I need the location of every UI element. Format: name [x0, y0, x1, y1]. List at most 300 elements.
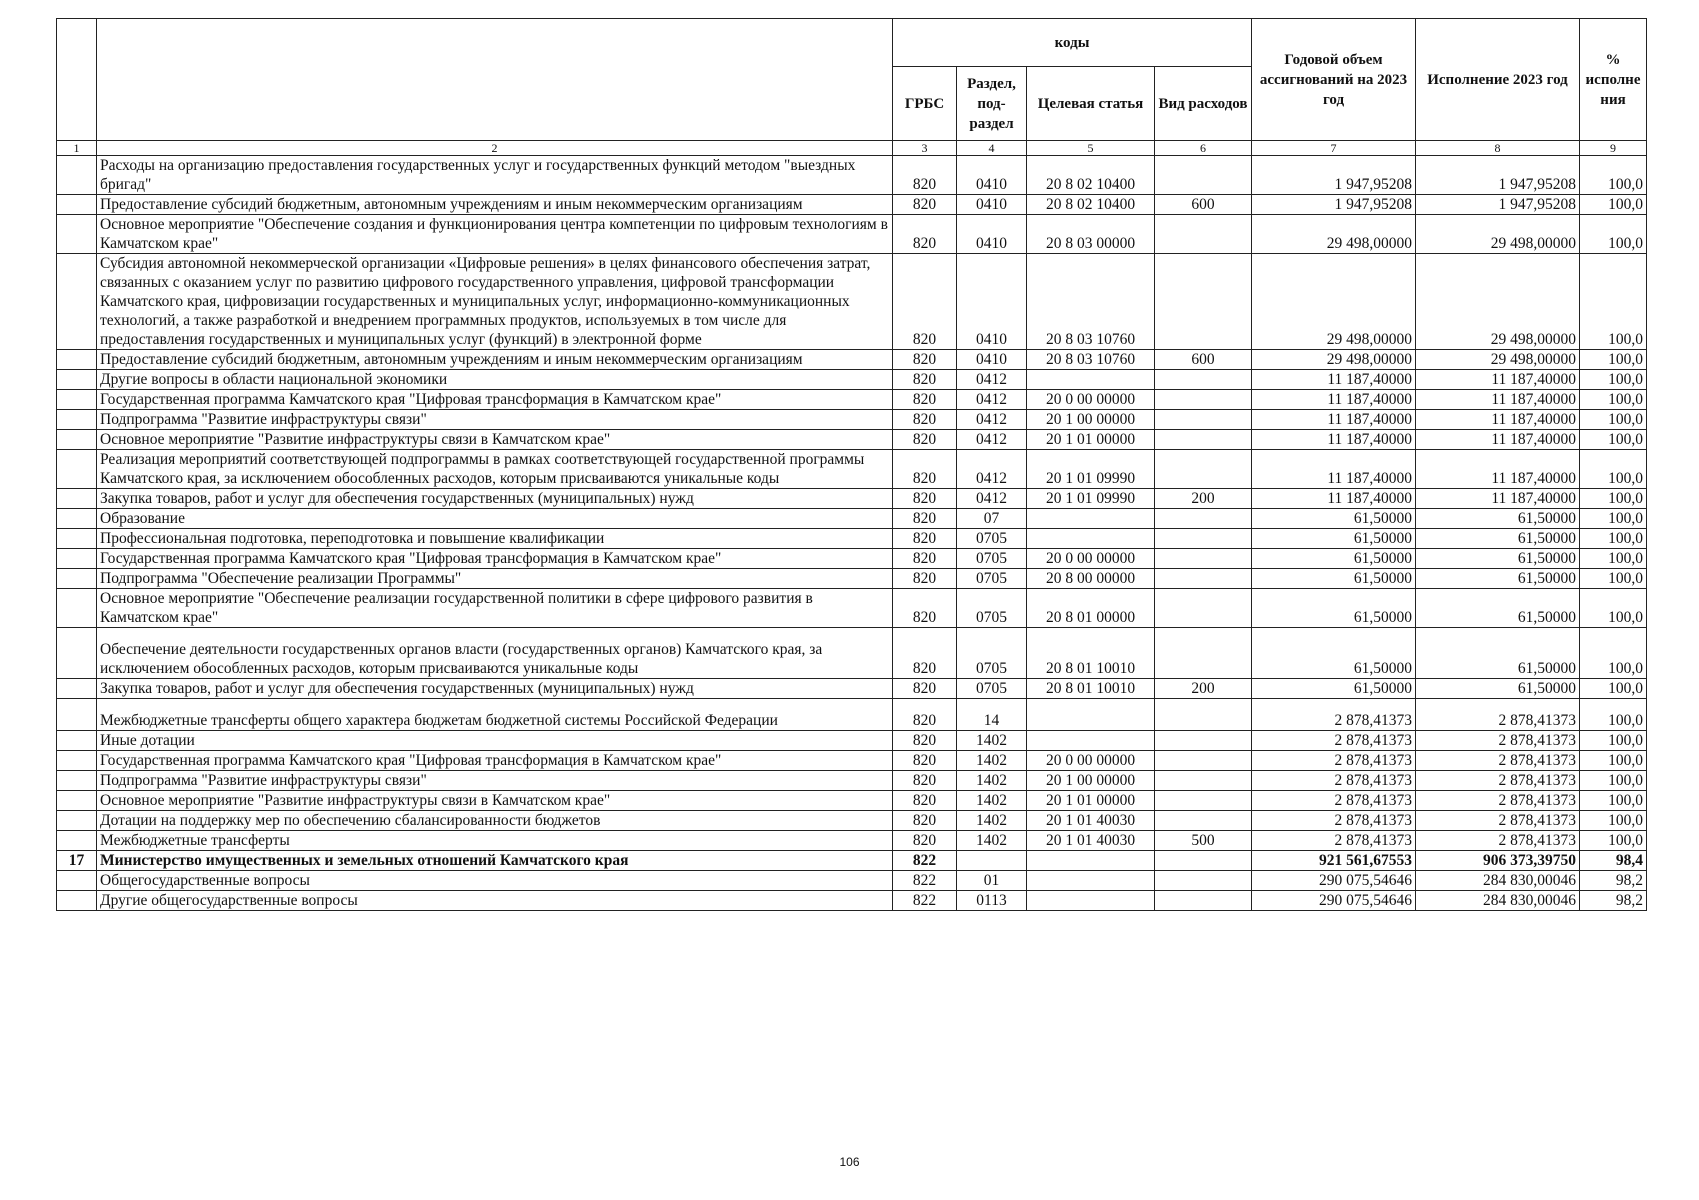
row-fact: 61,50000 — [1416, 589, 1580, 628]
row-name: Министерство имущественных и земельных отношений Камчатского края — [97, 851, 893, 871]
row-grbs: 820 — [893, 791, 957, 811]
table-row — [57, 390, 1647, 410]
row-razdel: 0410 — [957, 215, 1027, 254]
row-tselevaya: 20 8 03 00000 — [1027, 215, 1155, 254]
row-name: Расходы на организацию предоставления государственных услуг и государственных функций методом "выездных бригад" — [97, 156, 893, 195]
table-row — [57, 628, 1647, 679]
row-plan: 290 075,54646 — [1252, 871, 1416, 891]
row-tselevaya: 20 8 01 10010 — [1027, 628, 1155, 679]
row-vid — [1155, 811, 1252, 831]
row-grbs: 820 — [893, 751, 957, 771]
row-vid: 600 — [1155, 350, 1252, 370]
row-number — [57, 871, 97, 891]
row-grbs: 820 — [893, 156, 957, 195]
row-plan: 29 498,00000 — [1252, 215, 1416, 254]
table-row — [57, 450, 1647, 489]
row-number — [57, 771, 97, 791]
row-tselevaya: 20 0 00 00000 — [1027, 751, 1155, 771]
row-number — [57, 731, 97, 751]
row-tselevaya: 20 1 01 40030 — [1027, 811, 1155, 831]
row-plan: 61,50000 — [1252, 529, 1416, 549]
row-fact: 29 498,00000 — [1416, 350, 1580, 370]
row-number — [57, 679, 97, 699]
row-plan: 11 187,40000 — [1252, 370, 1416, 390]
row-pct: 100,0 — [1580, 350, 1647, 370]
row-grbs: 820 — [893, 679, 957, 699]
col-number: 6 — [1155, 141, 1252, 156]
row-number — [57, 254, 97, 350]
row-pct: 100,0 — [1580, 370, 1647, 390]
row-number — [57, 509, 97, 529]
col-number: 9 — [1580, 141, 1647, 156]
row-fact: 11 187,40000 — [1416, 390, 1580, 410]
row-grbs: 820 — [893, 699, 957, 731]
table-row — [57, 679, 1647, 699]
row-plan: 2 878,41373 — [1252, 699, 1416, 731]
table-row — [57, 370, 1647, 390]
row-pct: 100,0 — [1580, 254, 1647, 350]
row-grbs: 820 — [893, 628, 957, 679]
row-tselevaya — [1027, 871, 1155, 891]
row-razdel: 0705 — [957, 589, 1027, 628]
table-row — [57, 215, 1647, 254]
row-pct: 100,0 — [1580, 156, 1647, 195]
row-razdel: 07 — [957, 509, 1027, 529]
row-plan: 11 187,40000 — [1252, 450, 1416, 489]
table-row — [57, 254, 1647, 350]
row-name: Образование — [97, 509, 893, 529]
row-pct: 100,0 — [1580, 791, 1647, 811]
row-name: Государственная программа Камчатского края "Цифровая трансформация в Камчатском крае" — [97, 390, 893, 410]
row-vid — [1155, 549, 1252, 569]
table-row — [57, 731, 1647, 751]
header-vid: Вид расходов — [1155, 67, 1252, 141]
row-vid — [1155, 771, 1252, 791]
row-fact: 2 878,41373 — [1416, 791, 1580, 811]
row-number — [57, 430, 97, 450]
row-razdel: 0412 — [957, 430, 1027, 450]
row-razdel: 1402 — [957, 731, 1027, 751]
row-pct: 100,0 — [1580, 699, 1647, 731]
row-plan: 2 878,41373 — [1252, 811, 1416, 831]
row-razdel: 0410 — [957, 195, 1027, 215]
row-name: Другие вопросы в области национальной экономики — [97, 370, 893, 390]
row-name: Государственная программа Камчатского края "Цифровая трансформация в Камчатском крае" — [97, 549, 893, 569]
row-razdel: 01 — [957, 871, 1027, 891]
row-tselevaya: 20 1 01 09990 — [1027, 489, 1155, 509]
row-name: Субсидия автономной некоммерческой организации «Цифровые решения» в целях финансового обеспечения затрат, связанных с оказанием услуг по развитию цифрового государственного управления, цифровой трансформации Камчатского края, цифровизации государственных и муниципальных услуг, информационно-коммуникационных технологий, а также разработкой и внедрением программных продуктов, используемых в том числе для предоставления государственных и муниципальных услуг (функций) в электронной форме — [97, 254, 893, 350]
row-number — [57, 831, 97, 851]
row-name: Иные дотации — [97, 731, 893, 751]
row-grbs: 820 — [893, 410, 957, 430]
row-plan: 921 561,67553 — [1252, 851, 1416, 871]
table-row — [57, 831, 1647, 851]
row-vid — [1155, 370, 1252, 390]
row-fact: 61,50000 — [1416, 509, 1580, 529]
row-fact: 1 947,95208 — [1416, 156, 1580, 195]
row-tselevaya: 20 1 01 00000 — [1027, 791, 1155, 811]
row-number — [57, 156, 97, 195]
row-fact: 284 830,00046 — [1416, 871, 1580, 891]
row-razdel: 0113 — [957, 891, 1027, 911]
row-tselevaya — [1027, 731, 1155, 751]
row-name: Межбюджетные трансферты общего характера бюджетам бюджетной системы Российской Федерации — [97, 699, 893, 731]
row-vid: 600 — [1155, 195, 1252, 215]
row-razdel: 1402 — [957, 771, 1027, 791]
row-pct: 100,0 — [1580, 450, 1647, 489]
row-tselevaya: 20 8 01 00000 — [1027, 589, 1155, 628]
row-plan: 11 187,40000 — [1252, 390, 1416, 410]
row-grbs: 822 — [893, 891, 957, 911]
row-plan: 1 947,95208 — [1252, 195, 1416, 215]
row-number — [57, 370, 97, 390]
row-number — [57, 751, 97, 771]
row-grbs: 820 — [893, 350, 957, 370]
row-grbs: 820 — [893, 589, 957, 628]
row-fact: 2 878,41373 — [1416, 831, 1580, 851]
row-pct: 100,0 — [1580, 771, 1647, 791]
row-number — [57, 450, 97, 489]
row-name: Подпрограмма "Обеспечение реализации Программы" — [97, 569, 893, 589]
row-razdel: 1402 — [957, 831, 1027, 851]
row-number: 17 — [57, 851, 97, 871]
row-tselevaya: 20 8 02 10400 — [1027, 195, 1155, 215]
table-row — [57, 195, 1647, 215]
row-name: Межбюджетные трансферты — [97, 831, 893, 851]
row-pct: 100,0 — [1580, 509, 1647, 529]
col-number: 2 — [97, 141, 893, 156]
table-row — [57, 156, 1647, 195]
row-plan: 2 878,41373 — [1252, 731, 1416, 751]
row-tselevaya — [1027, 851, 1155, 871]
row-razdel: 1402 — [957, 751, 1027, 771]
row-pct: 100,0 — [1580, 549, 1647, 569]
table-row — [57, 549, 1647, 569]
row-razdel: 0412 — [957, 370, 1027, 390]
row-tselevaya: 20 8 03 10760 — [1027, 350, 1155, 370]
row-vid: 500 — [1155, 831, 1252, 851]
row-plan: 2 878,41373 — [1252, 751, 1416, 771]
row-razdel: 0410 — [957, 350, 1027, 370]
row-pct: 100,0 — [1580, 831, 1647, 851]
row-razdel: 0705 — [957, 529, 1027, 549]
table-body — [57, 156, 1647, 911]
row-pct: 100,0 — [1580, 589, 1647, 628]
row-razdel: 0412 — [957, 450, 1027, 489]
col-number: 7 — [1252, 141, 1416, 156]
row-grbs: 822 — [893, 871, 957, 891]
table-row — [57, 589, 1647, 628]
row-vid: 200 — [1155, 489, 1252, 509]
row-fact: 61,50000 — [1416, 529, 1580, 549]
row-tselevaya: 20 1 01 09990 — [1027, 450, 1155, 489]
row-vid — [1155, 851, 1252, 871]
row-name: Основное мероприятие "Развитие инфраструктуры связи в Камчатском крае" — [97, 430, 893, 450]
row-plan: 29 498,00000 — [1252, 254, 1416, 350]
table-row — [57, 410, 1647, 430]
row-fact: 11 187,40000 — [1416, 489, 1580, 509]
table-row — [57, 791, 1647, 811]
row-pct: 100,0 — [1580, 731, 1647, 751]
row-vid — [1155, 569, 1252, 589]
row-tselevaya: 20 0 00 00000 — [1027, 390, 1155, 410]
row-vid — [1155, 509, 1252, 529]
row-grbs: 820 — [893, 195, 957, 215]
row-fact: 906 373,39750 — [1416, 851, 1580, 871]
row-name: Государственная программа Камчатского края "Цифровая трансформация в Камчатском крае" — [97, 751, 893, 771]
row-fact: 61,50000 — [1416, 679, 1580, 699]
row-name: Другие общегосударственные вопросы — [97, 891, 893, 911]
table-row — [57, 751, 1647, 771]
row-name: Основное мероприятие "Развитие инфраструктуры связи в Камчатском крае" — [97, 791, 893, 811]
row-pct: 98,4 — [1580, 851, 1647, 871]
row-razdel: 0705 — [957, 679, 1027, 699]
row-plan: 61,50000 — [1252, 679, 1416, 699]
row-razdel: 1402 — [957, 811, 1027, 831]
row-number — [57, 195, 97, 215]
row-plan: 29 498,00000 — [1252, 350, 1416, 370]
row-number — [57, 215, 97, 254]
row-fact: 11 187,40000 — [1416, 450, 1580, 489]
row-grbs: 820 — [893, 215, 957, 254]
column-numbers-row — [57, 141, 1647, 156]
row-name: Обеспечение деятельности государственных органов власти (государственных органов) Камчатского края, за исключением обособленных расходов, которым присваиваются уникальные коды — [97, 628, 893, 679]
row-plan: 61,50000 — [1252, 549, 1416, 569]
row-tselevaya — [1027, 699, 1155, 731]
row-pct: 100,0 — [1580, 679, 1647, 699]
header-godovoy: Годовой объем ассигнований на 2023 год — [1252, 19, 1416, 141]
table-row — [57, 891, 1647, 911]
table-row — [57, 811, 1647, 831]
row-name: Общегосударственные вопросы — [97, 871, 893, 891]
table-row — [57, 771, 1647, 791]
table-row — [57, 569, 1647, 589]
table-row — [57, 699, 1647, 731]
row-plan: 61,50000 — [1252, 569, 1416, 589]
row-number — [57, 350, 97, 370]
row-name: Подпрограмма "Развитие инфраструктуры связи" — [97, 410, 893, 430]
page-number: 106 — [839, 1155, 860, 1169]
row-plan: 11 187,40000 — [1252, 489, 1416, 509]
row-tselevaya: 20 1 01 40030 — [1027, 831, 1155, 851]
row-vid — [1155, 156, 1252, 195]
row-fact: 2 878,41373 — [1416, 731, 1580, 751]
row-number — [57, 410, 97, 430]
row-fact: 2 878,41373 — [1416, 771, 1580, 791]
col-number: 1 — [57, 141, 97, 156]
row-pct: 98,2 — [1580, 871, 1647, 891]
row-tselevaya — [1027, 529, 1155, 549]
row-grbs: 820 — [893, 390, 957, 410]
row-tselevaya — [1027, 370, 1155, 390]
row-tselevaya: 20 8 01 10010 — [1027, 679, 1155, 699]
row-razdel: 0705 — [957, 549, 1027, 569]
row-plan: 61,50000 — [1252, 589, 1416, 628]
table-row — [57, 489, 1647, 509]
row-vid — [1155, 254, 1252, 350]
table-row — [57, 529, 1647, 549]
row-razdel: 0705 — [957, 628, 1027, 679]
row-fact: 61,50000 — [1416, 628, 1580, 679]
header-blank-name — [97, 19, 893, 141]
row-razdel: 0412 — [957, 390, 1027, 410]
row-name: Профессиональная подготовка, переподготовка и повышение квалификации — [97, 529, 893, 549]
row-pct: 100,0 — [1580, 811, 1647, 831]
row-vid — [1155, 751, 1252, 771]
header-kody: коды — [893, 19, 1252, 67]
row-vid — [1155, 215, 1252, 254]
row-fact: 2 878,41373 — [1416, 751, 1580, 771]
row-tselevaya: 20 8 02 10400 — [1027, 156, 1155, 195]
col-number: 8 — [1416, 141, 1580, 156]
row-pct: 100,0 — [1580, 430, 1647, 450]
row-pct: 100,0 — [1580, 195, 1647, 215]
row-name: Основное мероприятие "Обеспечение реализации государственной политики в сфере цифрового развития в Камчатском крае" — [97, 589, 893, 628]
row-number — [57, 699, 97, 731]
row-number — [57, 390, 97, 410]
row-name: Дотации на поддержку мер по обеспечению сбалансированности бюджетов — [97, 811, 893, 831]
row-vid — [1155, 699, 1252, 731]
row-plan: 61,50000 — [1252, 628, 1416, 679]
row-name: Закупка товаров, работ и услуг для обеспечения государственных (муниципальных) нужд — [97, 679, 893, 699]
row-pct: 100,0 — [1580, 390, 1647, 410]
budget-table — [56, 18, 1647, 911]
row-vid — [1155, 791, 1252, 811]
row-grbs: 820 — [893, 771, 957, 791]
row-fact: 61,50000 — [1416, 549, 1580, 569]
row-grbs: 820 — [893, 549, 957, 569]
row-razdel: 14 — [957, 699, 1027, 731]
row-vid — [1155, 390, 1252, 410]
row-grbs: 820 — [893, 529, 957, 549]
row-pct: 100,0 — [1580, 628, 1647, 679]
row-grbs: 820 — [893, 509, 957, 529]
row-grbs: 820 — [893, 811, 957, 831]
row-razdel: 0705 — [957, 569, 1027, 589]
row-plan: 2 878,41373 — [1252, 771, 1416, 791]
row-number — [57, 529, 97, 549]
header-procent: % исполне ния — [1580, 19, 1647, 141]
row-grbs: 820 — [893, 430, 957, 450]
row-grbs: 820 — [893, 831, 957, 851]
row-tselevaya: 20 1 00 00000 — [1027, 410, 1155, 430]
row-name: Подпрограмма "Развитие инфраструктуры связи" — [97, 771, 893, 791]
row-number — [57, 891, 97, 911]
row-name: Предоставление субсидий бюджетным, автономным учреждениям и иным некоммерческим организациям — [97, 195, 893, 215]
table-row — [57, 430, 1647, 450]
row-fact: 29 498,00000 — [1416, 215, 1580, 254]
row-plan: 61,50000 — [1252, 509, 1416, 529]
row-plan: 2 878,41373 — [1252, 791, 1416, 811]
row-number — [57, 589, 97, 628]
row-tselevaya: 20 8 03 10760 — [1027, 254, 1155, 350]
row-vid: 200 — [1155, 679, 1252, 699]
row-fact: 11 187,40000 — [1416, 370, 1580, 390]
header-grbs: ГРБС — [893, 67, 957, 141]
row-razdel: 0412 — [957, 410, 1027, 430]
row-name: Реализация мероприятий соответствующей подпрограммы в рамках соответствующей государственной программы Камчатского края, за исключением обособленных расходов, которым присваиваются уникальные коды — [97, 450, 893, 489]
row-fact: 11 187,40000 — [1416, 430, 1580, 450]
row-name: Основное мероприятие "Обеспечение создания и функционирования центра компетенции по цифровым технологиям в Камчатском крае" — [97, 215, 893, 254]
row-tselevaya: 20 1 01 00000 — [1027, 430, 1155, 450]
row-number — [57, 489, 97, 509]
row-plan: 290 075,54646 — [1252, 891, 1416, 911]
row-name: Закупка товаров, работ и услуг для обеспечения государственных (муниципальных) нужд — [97, 489, 893, 509]
col-number: 4 — [957, 141, 1027, 156]
row-grbs: 820 — [893, 254, 957, 350]
row-vid — [1155, 450, 1252, 489]
row-plan: 11 187,40000 — [1252, 430, 1416, 450]
row-fact: 1 947,95208 — [1416, 195, 1580, 215]
row-vid — [1155, 871, 1252, 891]
row-tselevaya — [1027, 891, 1155, 911]
row-fact: 2 878,41373 — [1416, 699, 1580, 731]
row-fact: 29 498,00000 — [1416, 254, 1580, 350]
row-grbs: 822 — [893, 851, 957, 871]
row-number — [57, 811, 97, 831]
row-pct: 100,0 — [1580, 489, 1647, 509]
row-fact: 11 187,40000 — [1416, 410, 1580, 430]
row-plan: 1 947,95208 — [1252, 156, 1416, 195]
row-vid — [1155, 589, 1252, 628]
row-tselevaya: 20 0 00 00000 — [1027, 549, 1155, 569]
row-grbs: 820 — [893, 450, 957, 489]
row-fact: 284 830,00046 — [1416, 891, 1580, 911]
row-pct: 98,2 — [1580, 891, 1647, 911]
row-razdel: 0412 — [957, 489, 1027, 509]
row-pct: 100,0 — [1580, 569, 1647, 589]
row-vid — [1155, 529, 1252, 549]
row-vid — [1155, 410, 1252, 430]
table-row — [57, 851, 1647, 871]
row-vid — [1155, 628, 1252, 679]
table-row — [57, 509, 1647, 529]
col-number: 3 — [893, 141, 957, 156]
header-tselevaya: Целевая статья — [1027, 67, 1155, 141]
row-pct: 100,0 — [1580, 410, 1647, 430]
row-name: Предоставление субсидий бюджетным, автономным учреждениям и иным некоммерческим организациям — [97, 350, 893, 370]
row-tselevaya: 20 8 00 00000 — [1027, 569, 1155, 589]
row-vid — [1155, 731, 1252, 751]
row-razdel: 0410 — [957, 254, 1027, 350]
row-fact: 61,50000 — [1416, 569, 1580, 589]
row-number — [57, 791, 97, 811]
row-razdel: 0410 — [957, 156, 1027, 195]
table-row — [57, 350, 1647, 370]
row-razdel: 1402 — [957, 791, 1027, 811]
row-fact: 2 878,41373 — [1416, 811, 1580, 831]
row-number — [57, 569, 97, 589]
row-pct: 100,0 — [1580, 751, 1647, 771]
row-number — [57, 549, 97, 569]
header-razdel: Раздел, под-раздел — [957, 67, 1027, 141]
row-number — [57, 628, 97, 679]
row-tselevaya — [1027, 509, 1155, 529]
table-row — [57, 871, 1647, 891]
col-number: 5 — [1027, 141, 1155, 156]
row-plan: 2 878,41373 — [1252, 831, 1416, 851]
row-grbs: 820 — [893, 731, 957, 751]
row-pct: 100,0 — [1580, 529, 1647, 549]
row-vid — [1155, 430, 1252, 450]
row-grbs: 820 — [893, 489, 957, 509]
row-grbs: 820 — [893, 569, 957, 589]
header-blank-num — [57, 19, 97, 141]
row-tselevaya: 20 1 00 00000 — [1027, 771, 1155, 791]
header-ispolnenie: Исполнение 2023 год — [1416, 19, 1580, 141]
row-vid — [1155, 891, 1252, 911]
row-pct: 100,0 — [1580, 215, 1647, 254]
